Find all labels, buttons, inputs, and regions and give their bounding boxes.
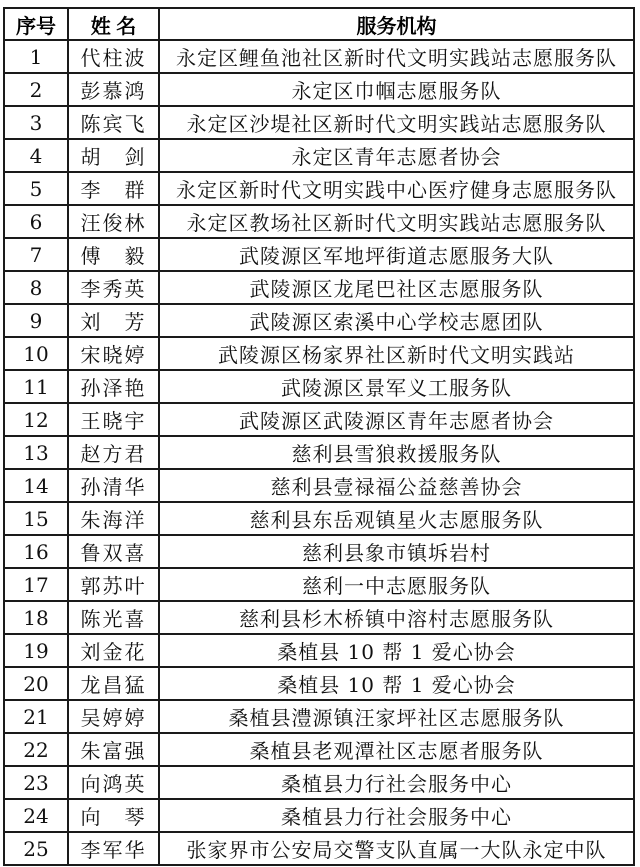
- organization-cell: 武陵源区景军义工服务队: [159, 370, 634, 403]
- name-cell: 傅 毅: [68, 238, 159, 271]
- name-cell: 鲁双喜: [68, 535, 159, 568]
- serial-number-cell: 11: [4, 370, 68, 403]
- serial-number-cell: 13: [4, 436, 68, 469]
- serial-number-cell: 10: [4, 337, 68, 370]
- table-row: [4, 370, 634, 403]
- table-row: [4, 304, 634, 337]
- organization-cell: 慈利县象市镇坼岩村: [159, 535, 634, 568]
- table-row: [4, 832, 634, 865]
- serial-number-cell: 15: [4, 502, 68, 535]
- serial-number-cell: 14: [4, 469, 68, 502]
- organization-cell: 武陵源区军地坪街道志愿服务大队: [159, 238, 634, 271]
- organization-cell: 桑植县力行社会服务中心: [159, 799, 634, 832]
- name-cell: 李秀英: [68, 271, 159, 304]
- table-row: [4, 436, 634, 469]
- name-cell: 宋晓婷: [68, 337, 159, 370]
- organization-cell: 武陵源区索溪中心学校志愿团队: [159, 304, 634, 337]
- serial-number-cell: 23: [4, 766, 68, 799]
- serial-number-cell: 25: [4, 832, 68, 865]
- table-row: [4, 601, 634, 634]
- serial-number-cell: 18: [4, 601, 68, 634]
- volunteer-roster-table: [3, 7, 635, 866]
- name-cell: 朱富强: [68, 733, 159, 766]
- organization-cell: 慈利县东岳观镇星火志愿服务队: [159, 502, 634, 535]
- name-cell: 赵方君: [68, 436, 159, 469]
- serial-number-cell: 4: [4, 139, 68, 172]
- name-cell: 郭苏叶: [68, 568, 159, 601]
- table-header-row: [4, 8, 634, 40]
- name-cell: 王晓宇: [68, 403, 159, 436]
- table-row: [4, 172, 634, 205]
- organization-cell: 慈利县杉木桥镇中溶村志愿服务队: [159, 601, 634, 634]
- serial-number-cell: 16: [4, 535, 68, 568]
- table-row: [4, 238, 634, 271]
- name-cell: 代柱波: [68, 40, 159, 73]
- organization-cell: 桑植县 10 帮 1 爱心协会: [159, 634, 634, 667]
- name-cell: 汪俊林: [68, 205, 159, 238]
- serial-number-cell: 9: [4, 304, 68, 337]
- table-row: [4, 403, 634, 436]
- name-cell: 彭慕鸿: [68, 73, 159, 106]
- serial-number-cell: 7: [4, 238, 68, 271]
- header-serial-number: 序号: [4, 8, 68, 40]
- table-row: [4, 337, 634, 370]
- organization-cell: 桑植县力行社会服务中心: [159, 766, 634, 799]
- organization-cell: 桑植县 10 帮 1 爱心协会: [159, 667, 634, 700]
- serial-number-cell: 17: [4, 568, 68, 601]
- organization-cell: 慈利县雪狼救援服务队: [159, 436, 634, 469]
- table-row: [4, 73, 634, 106]
- serial-number-cell: 21: [4, 700, 68, 733]
- name-cell: 向鸿英: [68, 766, 159, 799]
- table-body: [4, 40, 634, 865]
- organization-cell: 永定区巾帼志愿服务队: [159, 73, 634, 106]
- name-cell: 刘 芳: [68, 304, 159, 337]
- organization-cell: 永定区青年志愿者协会: [159, 139, 634, 172]
- name-cell: 胡 剑: [68, 139, 159, 172]
- table-row: [4, 535, 634, 568]
- name-cell: 向 琴: [68, 799, 159, 832]
- serial-number-cell: 3: [4, 106, 68, 139]
- name-cell: 孙泽艳: [68, 370, 159, 403]
- serial-number-cell: 6: [4, 205, 68, 238]
- serial-number-cell: 22: [4, 733, 68, 766]
- organization-cell: 武陵源区武陵源区青年志愿者协会: [159, 403, 634, 436]
- serial-number-cell: 5: [4, 172, 68, 205]
- table-row: [4, 106, 634, 139]
- organization-cell: 永定区新时代文明实践中心医疗健身志愿服务队: [159, 172, 634, 205]
- table-row: [4, 502, 634, 535]
- table-row: [4, 634, 634, 667]
- organization-cell: 桑植县澧源镇汪家坪社区志愿服务队: [159, 700, 634, 733]
- table-row: [4, 733, 634, 766]
- organization-cell: 慈利一中志愿服务队: [159, 568, 634, 601]
- serial-number-cell: 19: [4, 634, 68, 667]
- name-cell: 龙昌猛: [68, 667, 159, 700]
- table-row: [4, 700, 634, 733]
- name-cell: 陈光喜: [68, 601, 159, 634]
- name-cell: 李 群: [68, 172, 159, 205]
- serial-number-cell: 12: [4, 403, 68, 436]
- table-row: [4, 568, 634, 601]
- table-row: [4, 271, 634, 304]
- serial-number-cell: 1: [4, 40, 68, 73]
- name-cell: 陈宾飞: [68, 106, 159, 139]
- name-cell: 吴婷婷: [68, 700, 159, 733]
- table-row: [4, 469, 634, 502]
- organization-cell: 慈利县壹禄福公益慈善协会: [159, 469, 634, 502]
- table-row: [4, 799, 634, 832]
- table-row: [4, 667, 634, 700]
- serial-number-cell: 20: [4, 667, 68, 700]
- name-cell: 李军华: [68, 832, 159, 865]
- table-row: [4, 766, 634, 799]
- name-cell: 朱海洋: [68, 502, 159, 535]
- table-row: [4, 205, 634, 238]
- name-cell: 孙清华: [68, 469, 159, 502]
- serial-number-cell: 2: [4, 73, 68, 106]
- organization-cell: 永定区教场社区新时代文明实践站志愿服务队: [159, 205, 634, 238]
- organization-cell: 武陵源区杨家界社区新时代文明实践站: [159, 337, 634, 370]
- header-name: 姓 名: [68, 8, 159, 40]
- organization-cell: 永定区鲤鱼池社区新时代文明实践站志愿服务队: [159, 40, 634, 73]
- name-cell: 刘金花: [68, 634, 159, 667]
- table-row: [4, 40, 634, 73]
- header-service-organization: 服务机构: [159, 8, 634, 40]
- organization-cell: 桑植县老观潭社区志愿者服务队: [159, 733, 634, 766]
- table-row: [4, 139, 634, 172]
- organization-cell: 张家界市公安局交警支队直属一大队永定中队: [159, 832, 634, 865]
- organization-cell: 武陵源区龙尾巴社区志愿服务队: [159, 271, 634, 304]
- serial-number-cell: 24: [4, 799, 68, 832]
- organization-cell: 永定区沙堤社区新时代文明实践站志愿服务队: [159, 106, 634, 139]
- serial-number-cell: 8: [4, 271, 68, 304]
